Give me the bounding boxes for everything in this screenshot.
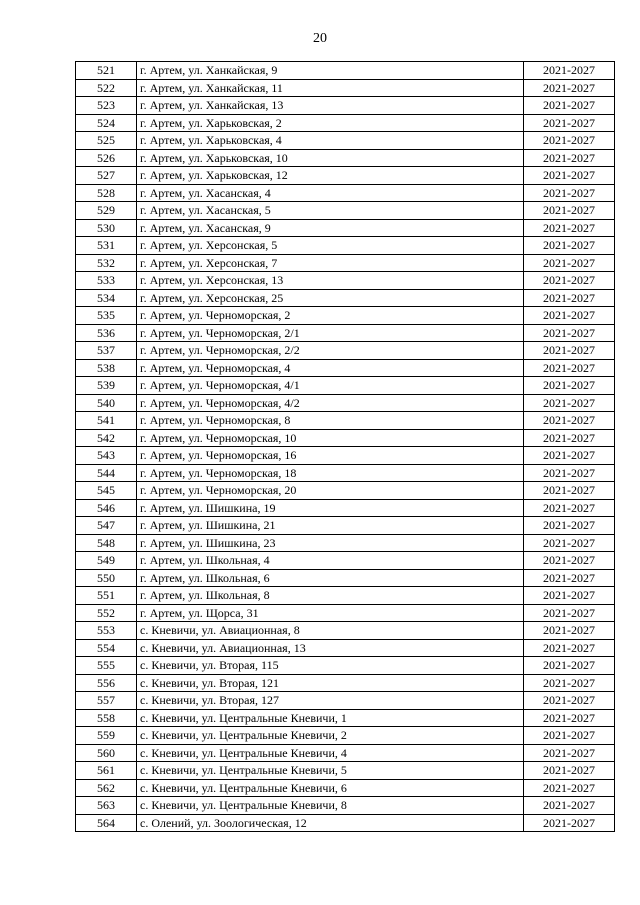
- row-address: г. Артем, ул. Херсонская, 5: [137, 237, 524, 255]
- row-period: 2021-2027: [524, 237, 615, 255]
- row-period: 2021-2027: [524, 324, 615, 342]
- row-number: 542: [76, 429, 137, 447]
- table-row: [76, 674, 615, 692]
- row-address: г. Артем, ул. Шишкина, 21: [137, 517, 524, 535]
- row-number: 563: [76, 797, 137, 815]
- row-number: 536: [76, 324, 137, 342]
- row-period: 2021-2027: [524, 762, 615, 780]
- table-row: [76, 202, 615, 220]
- table-row: [76, 762, 615, 780]
- address-table: [75, 61, 615, 832]
- table-row: [76, 377, 615, 395]
- row-address: г. Артем, ул. Хасанская, 4: [137, 184, 524, 202]
- row-number: 533: [76, 272, 137, 290]
- row-number: 549: [76, 552, 137, 570]
- row-address: г. Артем, ул. Черноморская, 4: [137, 359, 524, 377]
- row-period: 2021-2027: [524, 727, 615, 745]
- row-period: 2021-2027: [524, 692, 615, 710]
- row-number: 551: [76, 587, 137, 605]
- row-number: 538: [76, 359, 137, 377]
- row-period: 2021-2027: [524, 394, 615, 412]
- row-address: с. Кневичи, ул. Центральные Кневичи, 6: [137, 779, 524, 797]
- row-period: 2021-2027: [524, 202, 615, 220]
- table-row: [76, 709, 615, 727]
- row-period: 2021-2027: [524, 167, 615, 185]
- row-address: г. Артем, ул. Черноморская, 4/2: [137, 394, 524, 412]
- row-number: 541: [76, 412, 137, 430]
- table-body: [76, 62, 615, 832]
- row-address: г. Артем, ул. Черноморская, 18: [137, 464, 524, 482]
- row-address: с. Олений, ул. Зоологическая, 12: [137, 814, 524, 832]
- row-address: с. Кневичи, ул. Авиационная, 8: [137, 622, 524, 640]
- table-row: [76, 534, 615, 552]
- table-row: [76, 359, 615, 377]
- row-period: 2021-2027: [524, 412, 615, 430]
- row-period: 2021-2027: [524, 482, 615, 500]
- row-address: с. Кневичи, ул. Вторая, 121: [137, 674, 524, 692]
- row-number: 521: [76, 62, 137, 80]
- row-period: 2021-2027: [524, 464, 615, 482]
- table-row: [76, 219, 615, 237]
- row-address: г. Артем, ул. Школьная, 8: [137, 587, 524, 605]
- table-row: [76, 779, 615, 797]
- table-row: [76, 622, 615, 640]
- row-address: г. Артем, ул. Школьная, 6: [137, 569, 524, 587]
- row-number: 564: [76, 814, 137, 832]
- table-row: [76, 62, 615, 80]
- row-period: 2021-2027: [524, 814, 615, 832]
- table-row: [76, 272, 615, 290]
- row-number: 556: [76, 674, 137, 692]
- table-row: [76, 692, 615, 710]
- row-number: 548: [76, 534, 137, 552]
- table-row: [76, 324, 615, 342]
- row-period: 2021-2027: [524, 429, 615, 447]
- table-row: [76, 149, 615, 167]
- row-address: г. Артем, ул. Хасанская, 5: [137, 202, 524, 220]
- row-number: 562: [76, 779, 137, 797]
- row-number: 547: [76, 517, 137, 535]
- row-period: 2021-2027: [524, 342, 615, 360]
- table-row: [76, 79, 615, 97]
- row-period: 2021-2027: [524, 604, 615, 622]
- table-row: [76, 587, 615, 605]
- row-period: 2021-2027: [524, 62, 615, 80]
- row-period: 2021-2027: [524, 622, 615, 640]
- row-number: 559: [76, 727, 137, 745]
- row-number: 550: [76, 569, 137, 587]
- row-period: 2021-2027: [524, 639, 615, 657]
- table-row: [76, 552, 615, 570]
- row-address: с. Кневичи, ул. Центральные Кневичи, 1: [137, 709, 524, 727]
- row-number: 544: [76, 464, 137, 482]
- table-row: [76, 307, 615, 325]
- row-number: 526: [76, 149, 137, 167]
- row-period: 2021-2027: [524, 657, 615, 675]
- row-address: г. Артем, ул. Херсонская, 13: [137, 272, 524, 290]
- row-period: 2021-2027: [524, 184, 615, 202]
- row-address: г. Артем, ул. Ханкайская, 13: [137, 97, 524, 115]
- row-number: 546: [76, 499, 137, 517]
- table-row: [76, 814, 615, 832]
- row-number: 545: [76, 482, 137, 500]
- row-period: 2021-2027: [524, 219, 615, 237]
- table-row: [76, 97, 615, 115]
- table-row: [76, 797, 615, 815]
- row-address: с. Кневичи, ул. Вторая, 127: [137, 692, 524, 710]
- row-address: г. Артем, ул. Харьковская, 12: [137, 167, 524, 185]
- row-period: 2021-2027: [524, 674, 615, 692]
- row-address: г. Артем, ул. Харьковская, 10: [137, 149, 524, 167]
- row-address: г. Артем, ул. Харьковская, 4: [137, 132, 524, 150]
- row-number: 524: [76, 114, 137, 132]
- row-period: 2021-2027: [524, 447, 615, 465]
- row-number: 532: [76, 254, 137, 272]
- row-number: 543: [76, 447, 137, 465]
- row-period: 2021-2027: [524, 377, 615, 395]
- row-period: 2021-2027: [524, 307, 615, 325]
- row-number: 553: [76, 622, 137, 640]
- table-row: [76, 744, 615, 762]
- row-number: 525: [76, 132, 137, 150]
- row-period: 2021-2027: [524, 132, 615, 150]
- table-row: [76, 569, 615, 587]
- row-address: г. Артем, ул. Черноморская, 16: [137, 447, 524, 465]
- row-period: 2021-2027: [524, 254, 615, 272]
- row-number: 535: [76, 307, 137, 325]
- row-address: г. Артем, ул. Шишкина, 23: [137, 534, 524, 552]
- row-number: 537: [76, 342, 137, 360]
- row-address: с. Кневичи, ул. Авиационная, 13: [137, 639, 524, 657]
- table-row: [76, 464, 615, 482]
- row-address: г. Артем, ул. Черноморская, 2: [137, 307, 524, 325]
- row-period: 2021-2027: [524, 289, 615, 307]
- row-period: 2021-2027: [524, 779, 615, 797]
- row-period: 2021-2027: [524, 517, 615, 535]
- row-period: 2021-2027: [524, 744, 615, 762]
- row-number: 527: [76, 167, 137, 185]
- row-address: г. Артем, ул. Хасанская, 9: [137, 219, 524, 237]
- row-address: г. Артем, ул. Ханкайская, 11: [137, 79, 524, 97]
- table-row: [76, 184, 615, 202]
- row-number: 540: [76, 394, 137, 412]
- row-address: г. Артем, ул. Ханкайская, 9: [137, 62, 524, 80]
- row-period: 2021-2027: [524, 587, 615, 605]
- row-number: 539: [76, 377, 137, 395]
- table-row: [76, 167, 615, 185]
- row-number: 528: [76, 184, 137, 202]
- table-row: [76, 254, 615, 272]
- row-period: 2021-2027: [524, 149, 615, 167]
- table-row: [76, 604, 615, 622]
- row-number: 534: [76, 289, 137, 307]
- row-address: г. Артем, ул. Черноморская, 8: [137, 412, 524, 430]
- page-number: 20: [313, 31, 327, 46]
- row-period: 2021-2027: [524, 97, 615, 115]
- row-number: 555: [76, 657, 137, 675]
- table-row: [76, 342, 615, 360]
- row-number: 529: [76, 202, 137, 220]
- table-row: [76, 429, 615, 447]
- row-address: г. Артем, ул. Черноморская, 10: [137, 429, 524, 447]
- row-address: с. Кневичи, ул. Вторая, 115: [137, 657, 524, 675]
- table-row: [76, 412, 615, 430]
- row-address: г. Артем, ул. Шишкина, 19: [137, 499, 524, 517]
- row-address: г. Артем, ул. Черноморская, 4/1: [137, 377, 524, 395]
- row-period: 2021-2027: [524, 552, 615, 570]
- row-period: 2021-2027: [524, 709, 615, 727]
- row-period: 2021-2027: [524, 499, 615, 517]
- row-number: 560: [76, 744, 137, 762]
- row-number: 523: [76, 97, 137, 115]
- table-row: [76, 114, 615, 132]
- row-number: 557: [76, 692, 137, 710]
- row-address: г. Артем, ул. Черноморская, 20: [137, 482, 524, 500]
- row-number: 554: [76, 639, 137, 657]
- row-period: 2021-2027: [524, 114, 615, 132]
- row-period: 2021-2027: [524, 534, 615, 552]
- row-period: 2021-2027: [524, 569, 615, 587]
- table-row: [76, 482, 615, 500]
- row-period: 2021-2027: [524, 797, 615, 815]
- row-number: 530: [76, 219, 137, 237]
- row-period: 2021-2027: [524, 272, 615, 290]
- table-row: [76, 639, 615, 657]
- table-row: [76, 237, 615, 255]
- table-row: [76, 499, 615, 517]
- row-address: г. Артем, ул. Черноморская, 2/1: [137, 324, 524, 342]
- table-row: [76, 727, 615, 745]
- table-row: [76, 289, 615, 307]
- row-number: 552: [76, 604, 137, 622]
- row-period: 2021-2027: [524, 359, 615, 377]
- row-address: г. Артем, ул. Школьная, 4: [137, 552, 524, 570]
- row-address: г. Артем, ул. Черноморская, 2/2: [137, 342, 524, 360]
- row-number: 561: [76, 762, 137, 780]
- table-row: [76, 132, 615, 150]
- row-number: 558: [76, 709, 137, 727]
- row-address: г. Артем, ул. Херсонская, 7: [137, 254, 524, 272]
- row-address: с. Кневичи, ул. Центральные Кневичи, 2: [137, 727, 524, 745]
- table-row: [76, 447, 615, 465]
- table-row: [76, 657, 615, 675]
- row-address: г. Артем, ул. Харьковская, 2: [137, 114, 524, 132]
- row-address: с. Кневичи, ул. Центральные Кневичи, 5: [137, 762, 524, 780]
- row-number: 531: [76, 237, 137, 255]
- row-period: 2021-2027: [524, 79, 615, 97]
- row-address: с. Кневичи, ул. Центральные Кневичи, 4: [137, 744, 524, 762]
- row-address: г. Артем, ул. Херсонская, 25: [137, 289, 524, 307]
- row-address: с. Кневичи, ул. Центральные Кневичи, 8: [137, 797, 524, 815]
- table-row: [76, 394, 615, 412]
- row-number: 522: [76, 79, 137, 97]
- table-row: [76, 517, 615, 535]
- row-address: г. Артем, ул. Щорса, 31: [137, 604, 524, 622]
